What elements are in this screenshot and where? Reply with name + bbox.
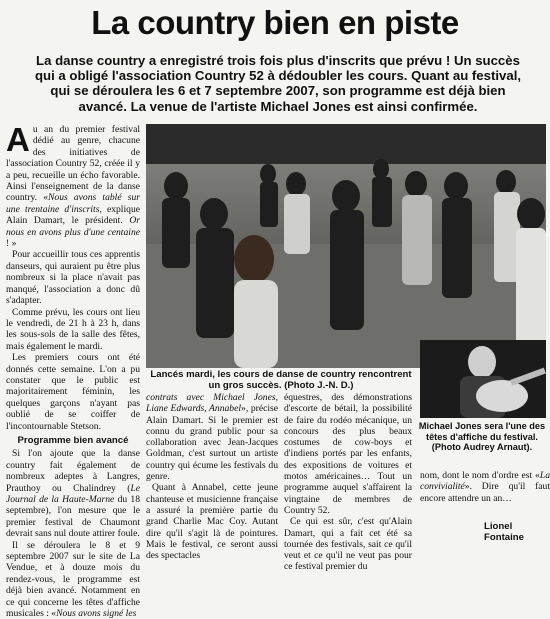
michael-jones-photo <box>420 340 546 418</box>
dance-class-photo-image <box>146 124 546 368</box>
p1-lead: u an du premier festival dédié au genre, chacune des initiatives de l'association Country 52, créée il y a peu, recueille un écho favorable. Ainsi l'enseignement de la danse country. « <box>6 124 140 204</box>
paragraph-4: Les premiers cours ont été donnés cette semaine. L'on a pu constater que le public est majoritairement féminin, les quelques garçons n'ayant pas oublié de se coiffer de l'incontournable Stetson. <box>6 352 140 432</box>
col2-paragraph-2: Quant à Annabel, cette jeune chanteuse et musicienne française a assuré la première partie du grand Charlie Mac Coy. Autant dire qu'il s'agit là de pointures. Mais le festival, ce seront aussi des spectacles <box>146 482 278 562</box>
paragraph-2: Pour accueillir tous ces apprentis danseurs, qui auraient pu être plus nombreux si la place n'avait pas manqué, l'association a donc dû s'adapter. <box>6 249 140 307</box>
p6-text: Il se déroulera le 8 et 9 septembre 2007 sur le site de La Vendue, et à douze mois du rendez-vous, le programme est déjà bien avancé. Notamment en ce qui concerne les têtes d'affiche musicales : « <box>6 539 140 619</box>
michael-jones-photo-image <box>420 340 546 418</box>
p1-quote2: Or nous en avons plus d'une centaine <box>6 215 140 238</box>
col2-rest: », précise Alain Damart. Si le premier est connu du grand public pour sa collaboration avec Jean-Jacques Goldman, c'est surtout un artiste country qui écume les festivals du genre. <box>146 403 278 483</box>
drop-cap: A <box>6 121 30 158</box>
p1-quote: Nous avons tablé sur une trentaine d'inscrits <box>6 192 140 215</box>
photo-caption-small: Michael Jones sera l'une des têtes d'affiche du festival. (Photo Audrey Arnaut). <box>418 421 546 452</box>
col4-quote: La convivialité <box>420 470 550 493</box>
col4-end: ». Dire qu'il faut encore attendre un an… <box>420 481 550 504</box>
article-column-3 <box>284 392 412 573</box>
p1-mid: , explique Alain Damart, le président. <box>6 203 140 227</box>
author-signature: Lionel Fontaine <box>484 521 524 543</box>
col4-lead: nom, dont le nom d'ordre est « <box>420 470 540 481</box>
photo-caption-main: Lancés mardi, les cours de danse de country rencontrent un gros succès. (Photo J.-N. D.) <box>150 369 412 391</box>
dance-class-photo <box>146 124 546 368</box>
headline: La country bien en piste <box>91 4 459 41</box>
article-column-2 <box>146 392 278 562</box>
col3-paragraph-1: équestres, des démonstrations d'escorte de bétail, la possibilité de faire du rodéo mécanique, un concours des plus beaux costumes de cow-boys et d'indiens portés par les enfants, des expositions de voitures et motos américaines… Tout un programme auquel s'affairent la vingtaine de membres de Country 52. <box>284 392 412 516</box>
p5-quote: Le Journal de la Haute-Marne <box>6 482 140 505</box>
paragraph-6 <box>6 540 140 619</box>
col4-paragraph <box>420 470 550 504</box>
paragraph-5 <box>6 448 140 539</box>
p5-end: du 18 septembre), l'on mesure que le premier festival de Chaumont devrait sans nul doute attirer foule. <box>6 494 141 540</box>
paragraph-1 <box>6 121 140 250</box>
p6-quote: Nous avons signé les <box>56 608 137 619</box>
intro-paragraph: La danse country a enregistré trois fois plus d'inscrits que prévu ! Un succès qui a obligé l'association Country 52 à dédoubler les cours. Quant au festival, qui se déroulera les 6 et 7 septembre 2007, son programme est déjà bien avancé. La venue de l'artiste Michael Jones est ainsi confirmée. <box>34 53 522 114</box>
paragraph-3: Comme prévu, les cours ont lieu le vendredi, de 21 h à 23 h, dans les sous-sols de la salle des fêtes, mais également le mardi. <box>6 306 140 352</box>
article-column-1 <box>6 121 141 619</box>
article-column-4 <box>420 470 550 518</box>
subheading: Programme bien avancé <box>17 434 129 446</box>
col3-paragraph-2: Ce qui est sûr, c'est qu'Alain Damart, qui a fait cet été sa tournée des festivals, sait ce qu'il veut et ce qu'il ne veut pas pour ce festival premier du <box>284 516 412 573</box>
col2-paragraph-1 <box>146 392 278 482</box>
p5-lead: Si l'on ajoute que la danse country fait également de nombreux adeptes à Langres, Prauthoy ou Chalindrey ( <box>6 448 140 494</box>
p1-end: ! » <box>6 238 17 250</box>
col2-quote: contrats avec Michael Jones, Liane Edwards, Annabel <box>146 392 278 415</box>
